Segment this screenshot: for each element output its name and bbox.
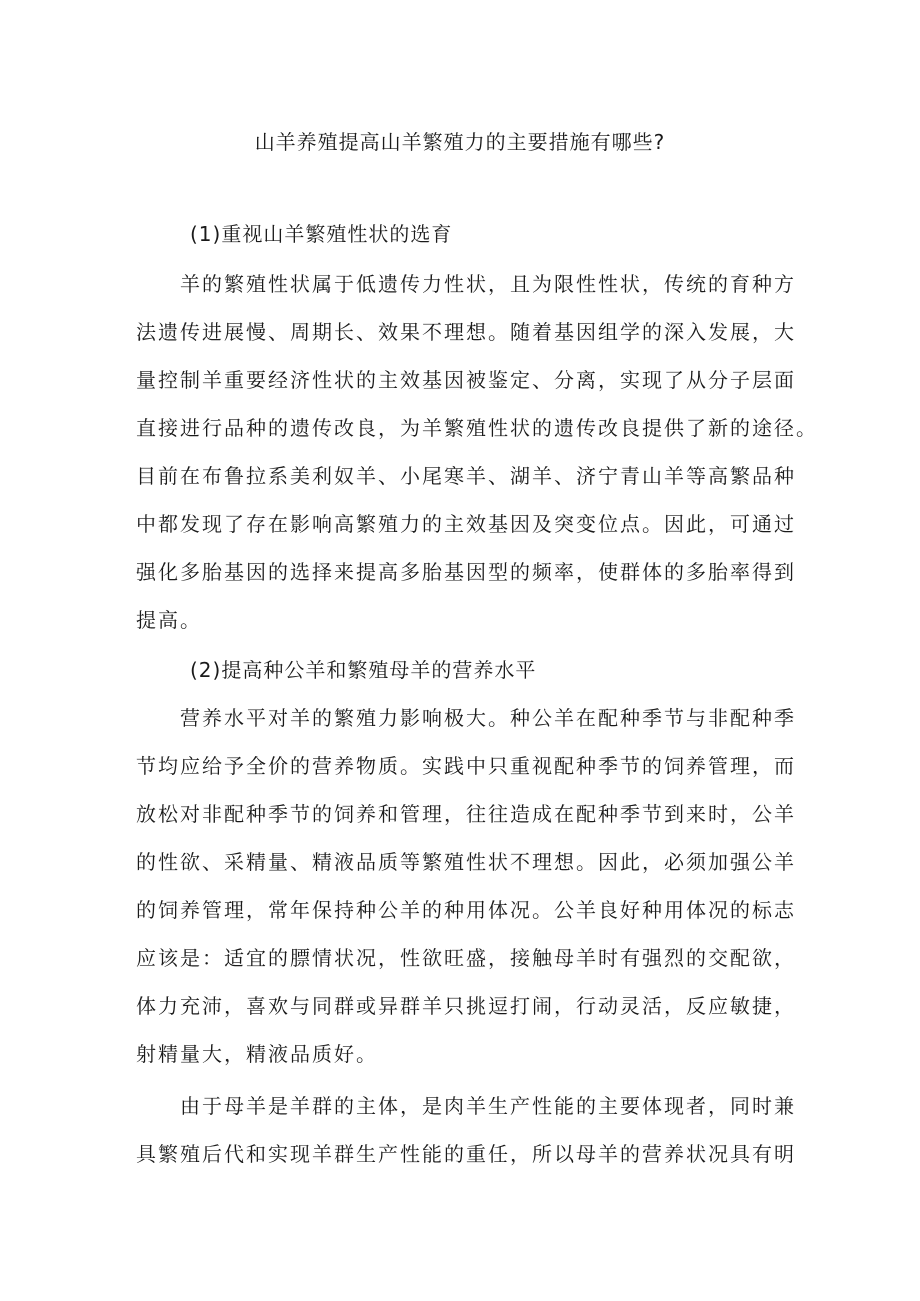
paragraph-line: 直接进行品种的遗传改良，为羊繁殖性状的遗传改良提供了新的途径。 bbox=[136, 416, 818, 440]
paragraph-line: 目前在布鲁拉系美利奴羊、小尾寒羊、湖羊、济宁青山羊等高繁品种 bbox=[136, 464, 796, 488]
page-title: 山羊养殖提高山羊繁殖力的主要措施有哪些? bbox=[254, 130, 666, 154]
paragraph-line: 法遗传进展慢、周期长、效果不理想。随着基因组学的深入发展，大 bbox=[136, 320, 796, 344]
paragraph-line: 放松对非配种季节的饲养和管理，往往造成在配种季节到来时，公羊 bbox=[136, 802, 796, 826]
paragraph-line: 强化多胎基因的选择来提高多胎基因型的频率，使群体的多胎率得到 bbox=[136, 560, 796, 584]
paragraph-line: 射精量大，精液品质好。 bbox=[136, 1042, 378, 1066]
paragraph-line: 具繁殖后代和实现羊群生产性能的重任，所以母羊的营养状况具有明 bbox=[136, 1142, 796, 1166]
paragraph-line: 中都发现了存在影响高繁殖力的主效基因及突变位点。因此，可通过 bbox=[136, 512, 796, 536]
paragraph-line: 应该是：适宜的膘情状况，性欲旺盛，接触母羊时有强烈的交配欲， bbox=[136, 946, 796, 970]
section-heading-1: (1)重视山羊繁殖性状的选育 bbox=[190, 222, 453, 246]
paragraph-line: 量控制羊重要经济性状的主效基因被鉴定、分离，实现了从分子层面 bbox=[136, 368, 796, 392]
paragraph-line: 提高。 bbox=[136, 608, 202, 632]
paragraph-line: 由于母羊是羊群的主体，是肉羊生产性能的主要体现者，同时兼 bbox=[180, 1094, 796, 1118]
paragraph-line: 的性欲、采精量、精液品质等繁殖性状不理想。因此，必须加强公羊 bbox=[136, 850, 796, 874]
section-heading-2: (2)提高种公羊和繁殖母羊的营养水平 bbox=[190, 658, 537, 682]
paragraph-line: 体力充沛，喜欢与同群或异群羊只挑逗打闹，行动灵活，反应敏捷， bbox=[136, 994, 796, 1018]
paragraph-line: 羊的繁殖性状属于低遗传力性状，且为限性性状，传统的育种方 bbox=[180, 272, 796, 296]
paragraph-line: 节均应给予全价的营养物质。实践中只重视配种季节的饲养管理，而 bbox=[136, 754, 796, 778]
paragraph-line: 的饲养管理，常年保持种公羊的种用体况。公羊良好种用体况的标志 bbox=[136, 898, 796, 922]
paragraph-line: 营养水平对羊的繁殖力影响极大。种公羊在配种季节与非配种季 bbox=[180, 706, 796, 730]
